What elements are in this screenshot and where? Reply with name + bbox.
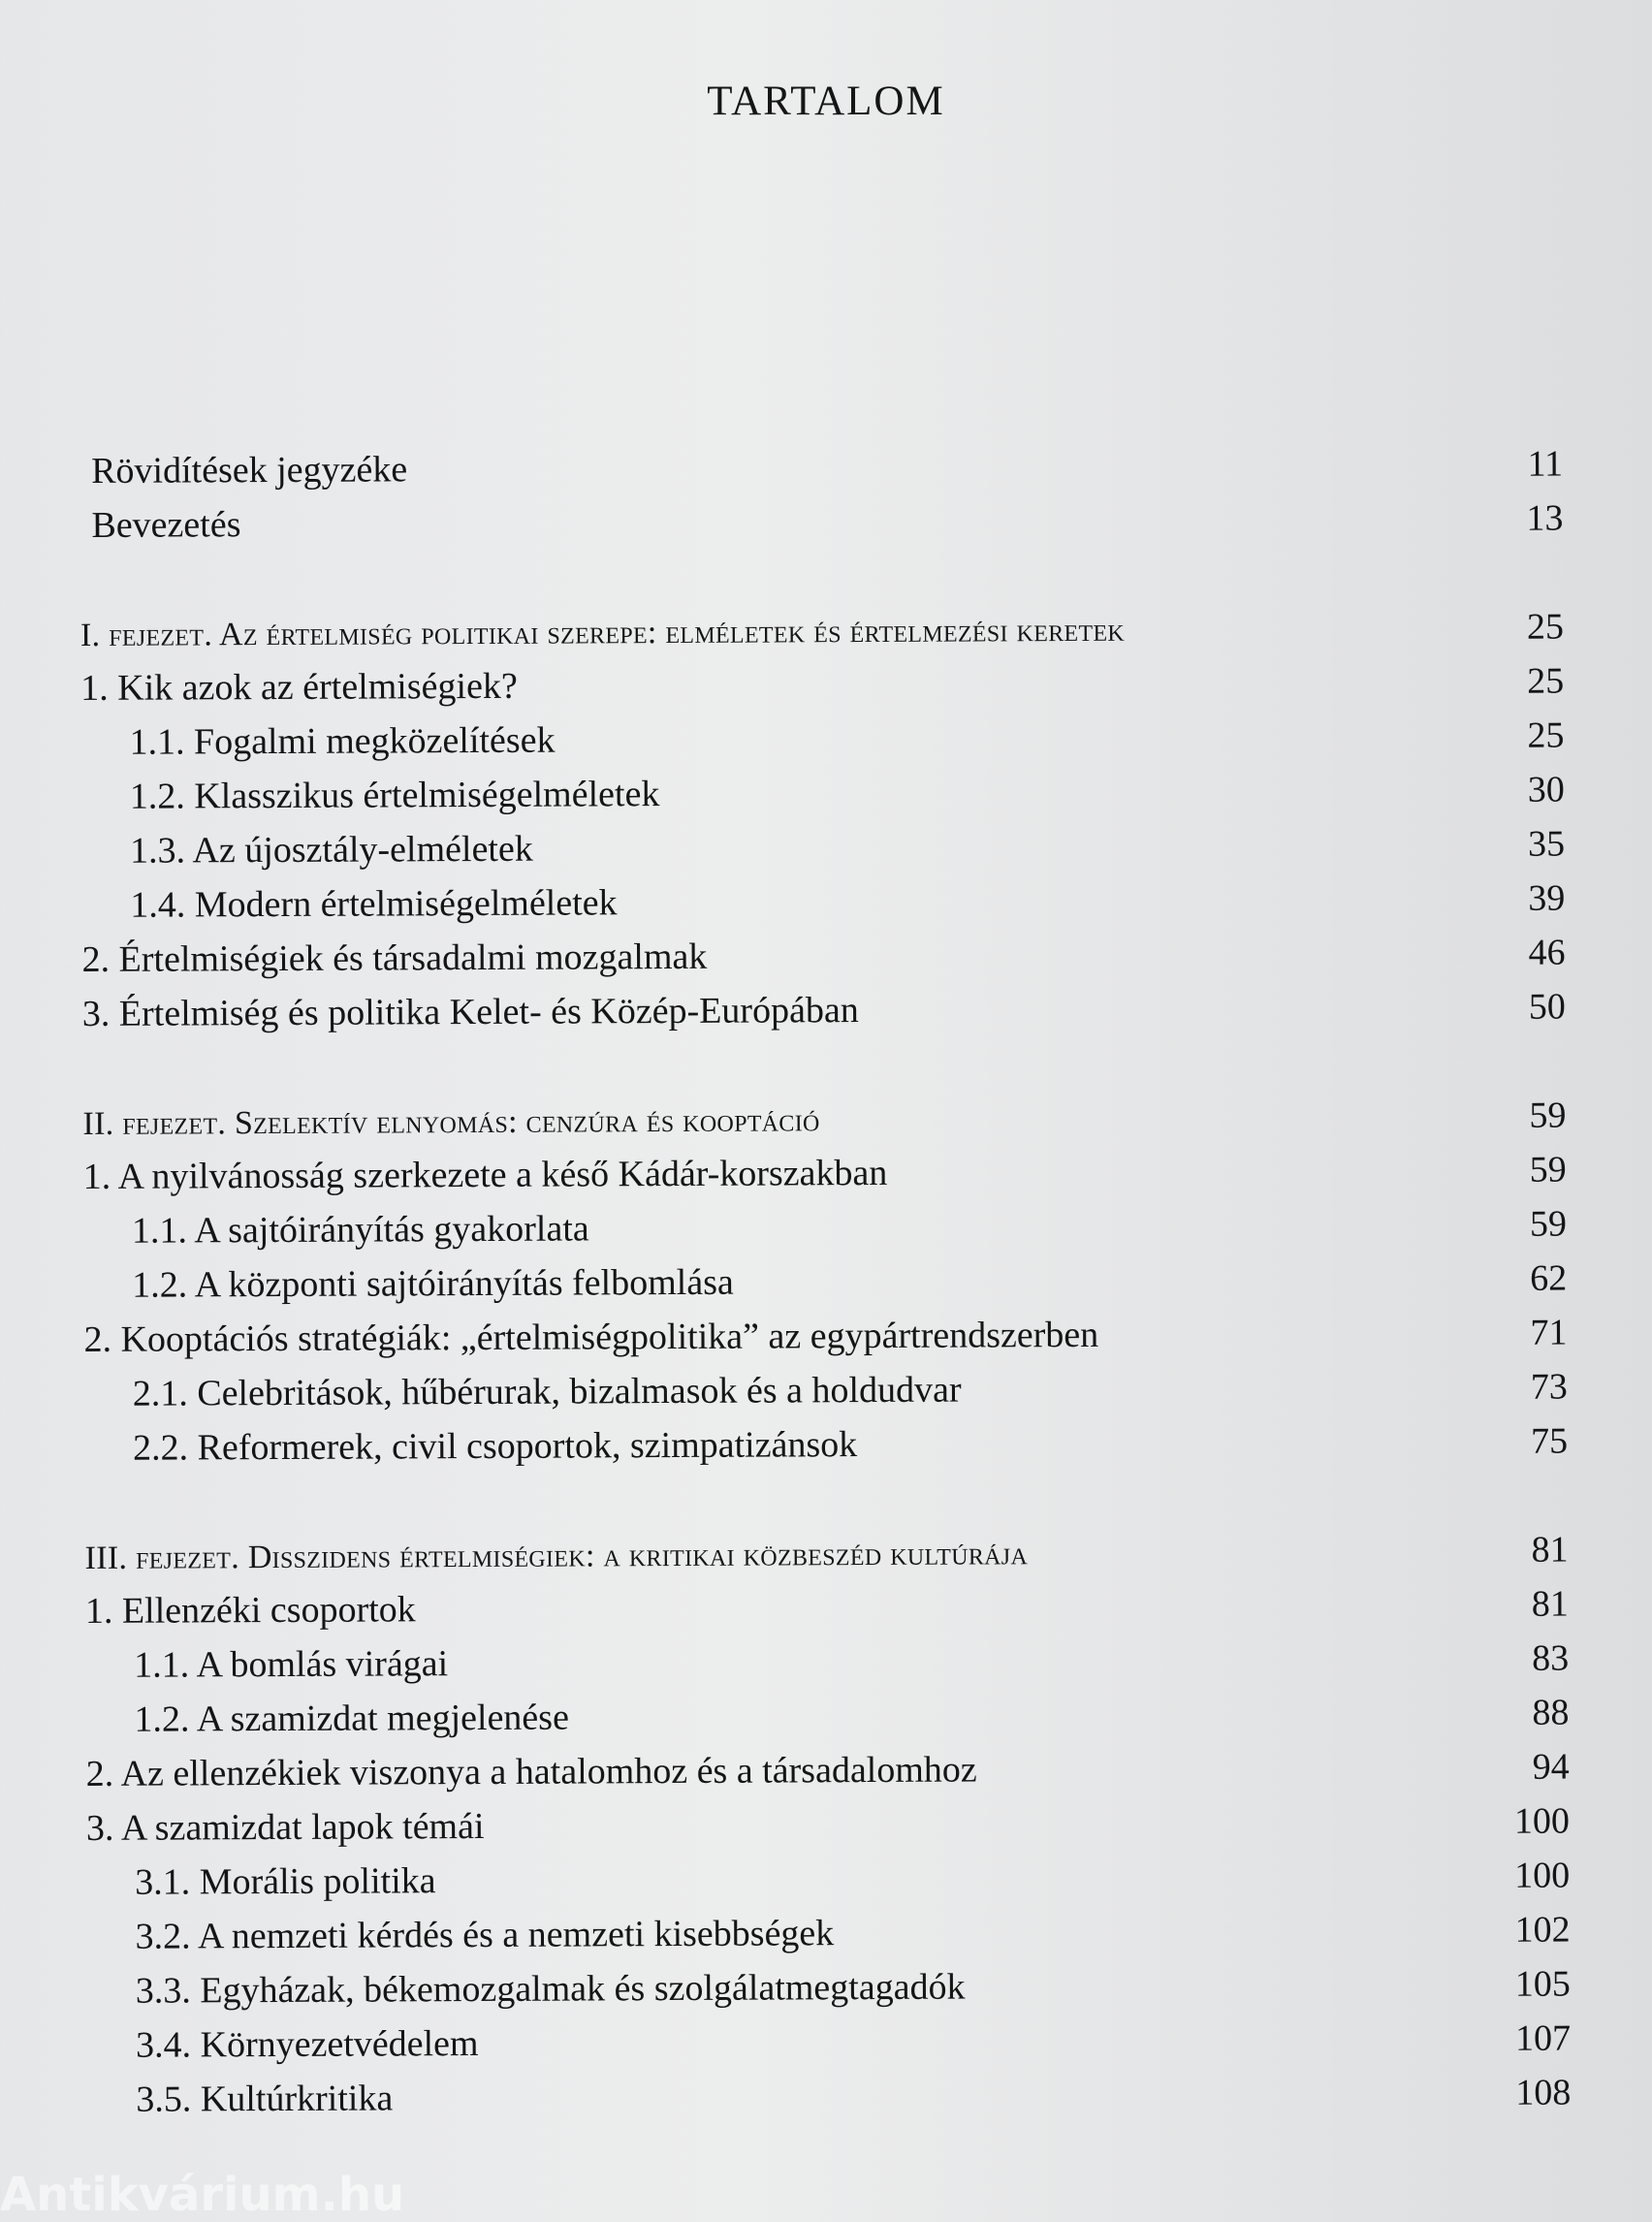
- toc-entry-label: 2. Kooptációs stratégiák: „értelmiségpolitika” az egypártrendszerben: [83, 1314, 1099, 1360]
- toc-entry: [85, 1632, 1569, 1693]
- toc-entry-label: 2.2. Reformerek, civil csoportok, szimpatizánsok: [132, 1424, 858, 1469]
- toc-entry: [87, 1957, 1571, 2018]
- toc-entry-page: 100: [1513, 1800, 1571, 1842]
- spacer: [80, 546, 1564, 607]
- toc-entry-label: 2. Értelmiségiek és társadalmi mozgalmak: [81, 936, 708, 980]
- toc-entry-label: Rövidítések jegyzéke: [91, 449, 408, 492]
- toc-entry-page: 73: [1530, 1366, 1568, 1408]
- toc-entry-label: 3. A szamizdat lapok témái: [85, 1805, 485, 1849]
- toc-entry-page: 75: [1530, 1420, 1569, 1462]
- toc-entry-page: 35: [1527, 823, 1566, 865]
- toc-chapter-3: [84, 1523, 1568, 1584]
- toc-entry: [87, 2066, 1571, 2127]
- toc-entry-page: 94: [1532, 1746, 1570, 1788]
- chapter-page: 59: [1529, 1095, 1567, 1136]
- toc-entry-page: 25: [1527, 660, 1565, 702]
- toc-entry-label: 2. Az ellenzékiek viszonya a hatalomhoz és a társadalomhoz: [85, 1749, 977, 1794]
- toc-entry-page: 83: [1532, 1637, 1570, 1679]
- toc-entry-page: 13: [1526, 497, 1564, 539]
- toc-entry-page: 108: [1515, 2072, 1572, 2113]
- toc-entry-label: 1.4. Modern értelmiségelméletek: [130, 882, 618, 926]
- toc-entry: [87, 2012, 1571, 2073]
- toc-entry: [83, 1143, 1567, 1204]
- toc-entry-page: 30: [1527, 769, 1565, 810]
- toc-entry: [86, 1903, 1570, 1964]
- toc-entry-label: 3. Értelmiség és politika Kelet- és Közép-Európában: [81, 990, 859, 1034]
- toc-entry-page: 88: [1532, 1692, 1570, 1733]
- chapter-page: 81: [1531, 1529, 1569, 1571]
- chapter-page: 25: [1526, 606, 1565, 648]
- toc-entry-label: 1. A nyilvánosság szerkezete a késő Kádár-korszakban: [82, 1152, 888, 1197]
- toc-entry-label: 3.3. Egyházak, békemozgalmak és szolgálatmegtagadók: [135, 1966, 966, 2012]
- chapter-title: III. fejezet. Disszidens értelmiségiek: a kritikai közbeszéd kultúrája: [84, 1536, 1029, 1576]
- toc-entry-label: Bevezetés: [91, 504, 241, 546]
- toc-entry: [86, 1849, 1570, 1910]
- toc-entry-label: 1.1. A sajtóirányítás gyakorlata: [131, 1208, 589, 1252]
- toc-entry-page: 62: [1530, 1257, 1568, 1299]
- toc-entry: [80, 709, 1564, 770]
- toc-entry-page: 71: [1530, 1312, 1568, 1353]
- toc-entry-label: 3.4. Környezetvédelem: [135, 2023, 479, 2066]
- toc-chapter-2: [82, 1089, 1566, 1150]
- toc-entry-page: 46: [1528, 932, 1566, 973]
- chapter-title: II. fejezet. Szelektív elnyomás: cenzúra és kooptáció: [82, 1102, 820, 1142]
- toc-entry-label: 1. Kik azok az értelmiségiek?: [80, 665, 518, 709]
- toc-entry: [82, 980, 1566, 1041]
- toc-entry-label: 1. Ellenzéki csoportok: [84, 1589, 416, 1632]
- toc-entry: [86, 1794, 1570, 1856]
- toc-entry-page: 25: [1527, 714, 1565, 756]
- toc-entry-label: 1.2. A központi sajtóirányítás felbomlása: [132, 1261, 734, 1306]
- toc-entry: [83, 1252, 1567, 1313]
- toc-entry: [81, 763, 1565, 824]
- toc-entry-introduction: [79, 492, 1563, 553]
- toc-entry-label: 1.1. Fogalmi megközelítések: [129, 719, 556, 763]
- toc-entry-page: 11: [1527, 443, 1564, 485]
- toc-entry: [83, 1306, 1567, 1367]
- toc-entry-page: 100: [1514, 1855, 1571, 1896]
- toc-entry: [84, 1360, 1568, 1421]
- toc-entry: [85, 1686, 1569, 1747]
- toc-entry-label: 3.1. Morális politika: [135, 1860, 436, 1903]
- toc-entry-page: 59: [1529, 1203, 1568, 1245]
- toc-entry: [86, 1740, 1570, 1801]
- toc-entry-label: 3.2. A nemzeti kérdés és a nemzeti kisebbségek: [135, 1913, 835, 1957]
- toc-entry: [80, 654, 1564, 715]
- toc-entry-label: 3.5. Kultúrkritika: [136, 2078, 394, 2120]
- toc-entry-page: 105: [1514, 1963, 1571, 2005]
- spacer: [82, 1034, 1566, 1095]
- table-of-contents: [79, 437, 1571, 2127]
- toc-entry: [84, 1414, 1568, 1476]
- toc-entry: [81, 926, 1565, 987]
- toc-entry: [85, 1577, 1569, 1638]
- spacer: [84, 1469, 1568, 1530]
- toc-entry: [81, 872, 1565, 933]
- toc-entry-label: 1.2. A szamizdat megjelenése: [134, 1697, 569, 1740]
- toc-entry-abbreviations: [79, 437, 1563, 498]
- chapter-title: I. fejezet. Az értelmiség politikai szerepe: elméletek és értelmezési keretek: [79, 612, 1126, 653]
- toc-entry-label: 1.3. Az újosztály-elméletek: [129, 828, 533, 872]
- toc-chapter-1: [80, 600, 1564, 661]
- toc-entry-page: 107: [1514, 2017, 1572, 2059]
- toc-entry-page: 50: [1528, 986, 1566, 1028]
- toc-entry-page: 102: [1514, 1909, 1571, 1951]
- toc-entry: [83, 1197, 1567, 1258]
- toc-entry-label: 2.1. Celebritások, hűbérurak, bizalmasok és a holdudvar: [132, 1369, 962, 1414]
- page-title: TARTALOM: [707, 79, 945, 124]
- toc-entry-label: 1.1. A bomlás virágai: [134, 1643, 449, 1686]
- toc-entry: [81, 817, 1565, 878]
- toc-entry-label: 1.2. Klasszikus értelmiségelméletek: [129, 774, 660, 817]
- toc-entry-page: 59: [1529, 1149, 1567, 1190]
- toc-entry-page: 81: [1531, 1583, 1569, 1625]
- watermark: Antikvárium.hu: [0, 2168, 405, 2222]
- toc-entry-page: 39: [1528, 877, 1566, 919]
